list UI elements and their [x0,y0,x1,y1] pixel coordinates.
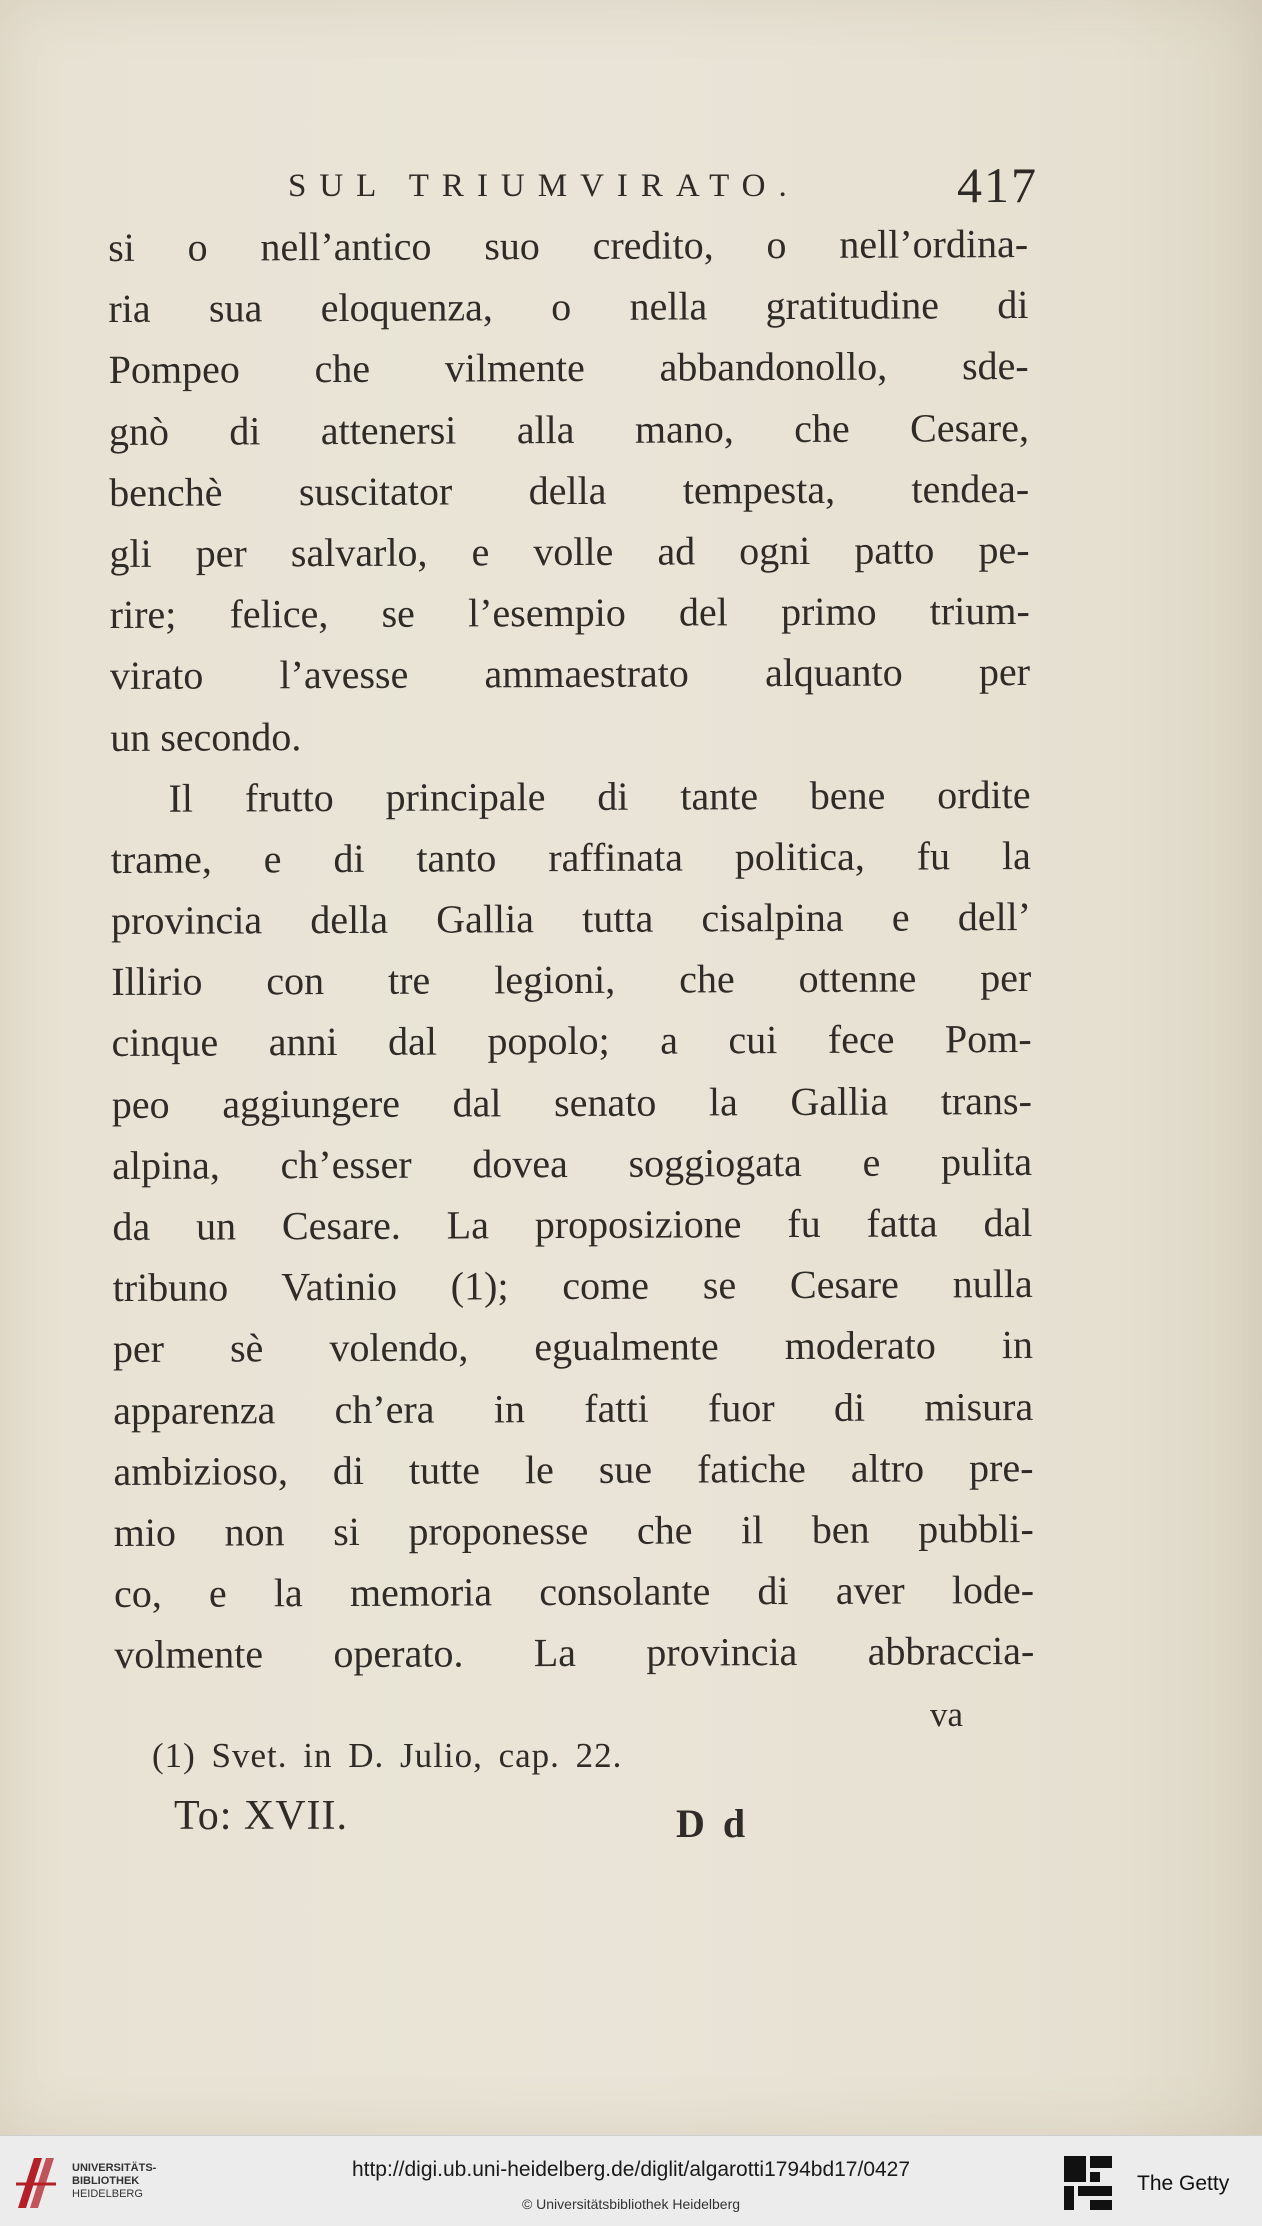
catchword: va [930,1695,964,1734]
text-line: virato l’avesse ammaestrato alquanto per [109,649,1031,699]
text-line: si o nell’antico suo credito, o nell’ordina- [108,220,1029,270]
partner-name: The Getty [1137,2172,1230,2195]
text-line: alpina, ch’esser dovea soggiogata e pulita [112,1138,1033,1188]
signature-volume: To: XVII. [174,1793,349,1839]
page-number: 417 [957,157,1038,213]
text-line: co, e la memoria consolante di aver lode- [113,1567,1035,1617]
text-line: provincia della Gallia tutta cisalpina e dell’ [110,894,1032,944]
footnote: (1) Svet. in D. Julio, cap. 22. [152,1736,623,1775]
text-line: peo aggiungere dal senato la Gallia trans- [111,1077,1032,1127]
text-line: rire; felice, se l’esempio del primo trium- [109,588,1030,638]
running-title: SUL TRIUMVIRATO. [288,168,800,204]
copyright-notice: © Universitätsbibliothek Heidelberg [521,2196,741,2212]
text-line: apparenza ch’era in fatti fuor di misura [113,1383,1034,1433]
text-line: Il frutto principale di tante bene ordite [168,771,1031,821]
text-line: Illirio con tre legioni, che ottenne per [111,955,1032,1005]
body-text [108,213,1034,1686]
permalink-url[interactable]: http://digi.ub.uni-heidelberg.de/diglit/algarotti1794bd17/0427 [351,2158,911,2181]
text-line: mio non si proponesse che il ben pubbli- [113,1505,1034,1555]
text-line: cinque anni dal popolo; a cui fece Pom- [111,1016,1032,1066]
footer-bar [0,2135,1262,2226]
text-line: ria sua eloquenza, o nella gratitudine di [108,282,1029,332]
library-name-line1: UNIVERSITÄTS- [72,2162,157,2174]
library-name-line3: HEIDELBERG [72,2188,143,2200]
text-line: gli per salvarlo, e volle ad ogni patto pe- [109,526,1030,576]
text-line: un secondo. [110,713,302,760]
text-line: trame, e di tanto raffinata politica, fu la [110,832,1031,882]
text-line: gnò di attenersi alla mano, che Cesare, [108,404,1030,454]
running-head [280,150,1040,220]
text-line: tribuno Vatinio (1); come se Cesare nulla [112,1261,1033,1311]
text-line: Pompeo che vilmente abbandonollo, sde- [108,343,1029,393]
getty-logo-icon [1060,2152,1118,2214]
text-line: benchè suscitator della tempesta, tendea- [109,465,1030,515]
signature-mark: D d [676,1801,750,1846]
library-name-line2: BIBLIOTHEK [72,2175,140,2187]
text-line: ambizioso, di tutte le sue fatiche altro pre- [113,1444,1034,1494]
text-line: da un Cesare. La proposizione fu fatta dal [112,1199,1033,1249]
text-line: volmente operato. La provincia abbraccia- [114,1628,1035,1678]
text-line: per sè volendo, egualmente moderato in [112,1322,1034,1372]
